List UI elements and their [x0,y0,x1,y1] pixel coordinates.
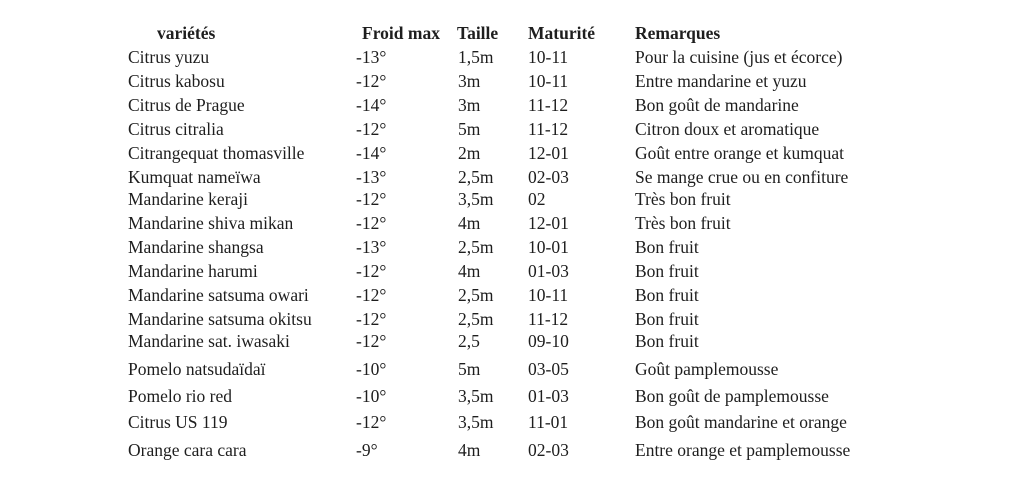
cell-cold-max: -9° [356,440,378,460]
cell-size: 5m [458,359,481,379]
cell-size: 3,5m [458,386,494,406]
cell-maturity: 11-12 [528,309,569,329]
table-row [0,384,1024,408]
cell-maturity: 02-03 [528,167,569,187]
table-row [0,93,1024,117]
cell-variety: Mandarine satsuma okitsu [128,309,312,329]
cell-maturity: 10-01 [528,237,569,257]
cell-cold-max: -12° [356,261,387,281]
table-row [0,141,1024,165]
cell-variety: Citrus kabosu [128,71,225,91]
cell-variety: Mandarine satsuma owari [128,285,309,305]
table-row [0,165,1024,189]
cell-variety: Citrus de Prague [128,95,245,115]
cell-size: 3,5m [458,189,494,209]
cell-cold-max: -12° [356,119,387,139]
table-row [0,69,1024,93]
cell-remarks: Bon fruit [635,285,699,305]
cell-size: 3,5m [458,412,494,432]
cell-size: 3m [458,71,481,91]
table-row [0,187,1024,211]
cell-size: 3m [458,95,481,115]
cell-size: 4m [458,261,481,281]
cell-maturity: 01-03 [528,261,569,281]
table-row [0,211,1024,235]
cell-size: 2,5m [458,309,494,329]
cell-maturity: 11-12 [528,95,569,115]
table-row [0,410,1024,434]
cell-size: 2,5m [458,285,494,305]
cell-variety: Kumquat nameïwa [128,167,261,187]
cell-size: 4m [458,440,481,460]
cell-remarks: Très bon fruit [635,213,731,233]
cell-remarks: Très bon fruit [635,189,731,209]
cell-maturity: 11-12 [528,119,569,139]
cell-maturity: 11-01 [528,412,569,432]
cell-size: 2m [458,143,481,163]
table-row [0,259,1024,283]
cell-size: 2,5m [458,167,494,187]
cell-remarks: Goût pamplemousse [635,359,779,379]
cell-cold-max: -12° [356,331,387,351]
cell-variety: Citrus yuzu [128,47,210,67]
table-row [0,357,1024,381]
cell-variety: Citrangequat thomasville [128,143,305,163]
cell-cold-max: -13° [356,47,387,67]
cell-cold-max: -13° [356,167,387,187]
cell-maturity: 10-11 [528,285,569,305]
cell-remarks: Bon goût de mandarine [635,95,799,115]
cell-size: 2,5m [458,237,494,257]
cell-maturity: 02-03 [528,440,569,460]
cell-cold-max: -12° [356,71,387,91]
cell-cold-max: -12° [356,285,387,305]
cell-maturity: 10-11 [528,71,569,91]
table-row [0,283,1024,307]
cell-remarks: Goût entre orange et kumquat [635,143,844,163]
table-row [0,45,1024,69]
cell-size: 5m [458,119,481,139]
cell-variety: Orange cara cara [128,440,247,460]
cell-maturity: 12-01 [528,213,569,233]
cell-size: 1,5m [458,47,494,67]
cell-remarks: Entre orange et pamplemousse [635,440,851,460]
cell-cold-max: -14° [356,95,387,115]
cell-variety: Pomelo rio red [128,386,233,406]
cell-cold-max: -12° [356,412,387,432]
table-row [0,438,1024,462]
cell-size: 4m [458,213,481,233]
table-row [0,329,1024,353]
cell-remarks: Se mange crue ou en confiture [635,167,849,187]
cell-variety: Mandarine shiva mikan [128,213,294,233]
table-header-row [0,21,1024,45]
cell-maturity: 12-01 [528,143,569,163]
table-row [0,307,1024,331]
cell-remarks: Bon fruit [635,309,699,329]
cell-remarks: Citron doux et aromatique [635,119,820,139]
cell-maturity: 02 [528,189,546,209]
cell-cold-max: -12° [356,189,387,209]
cell-variety: Mandarine shangsa [128,237,264,257]
cell-variety: Citrus US 119 [128,412,228,432]
cell-cold-max: -12° [356,213,387,233]
cell-size: 2,5 [458,331,480,351]
cell-variety: Pomelo natsudaïdaï [128,359,266,379]
cell-remarks: Bon fruit [635,261,699,281]
header-maturite: Maturité [528,23,596,43]
table-row [0,235,1024,259]
cell-remarks: Bon goût mandarine et orange [635,412,847,432]
cell-maturity: 03-05 [528,359,569,379]
cell-cold-max: -10° [356,359,387,379]
cell-cold-max: -14° [356,143,387,163]
cell-remarks: Bon goût de pamplemousse [635,386,829,406]
table-row [0,117,1024,141]
cell-maturity: 10-11 [528,47,569,67]
cell-remarks: Entre mandarine et yuzu [635,71,807,91]
cell-cold-max: -13° [356,237,387,257]
header-taille: Taille [457,23,499,43]
header-froid-max: Froid max [362,23,440,43]
cell-maturity: 01-03 [528,386,569,406]
cell-cold-max: -12° [356,309,387,329]
cell-variety: Mandarine sat. iwasaki [128,331,290,351]
cell-remarks: Bon fruit [635,237,699,257]
header-remarques: Remarques [635,23,721,43]
cell-variety: Mandarine harumi [128,261,258,281]
cell-variety: Mandarine keraji [128,189,249,209]
cell-cold-max: -10° [356,386,387,406]
cell-remarks: Bon fruit [635,331,699,351]
cell-maturity: 09-10 [528,331,569,351]
header-varietes: variétés [157,23,216,43]
cell-variety: Citrus citralia [128,119,224,139]
cell-remarks: Pour la cuisine (jus et écorce) [635,47,843,67]
